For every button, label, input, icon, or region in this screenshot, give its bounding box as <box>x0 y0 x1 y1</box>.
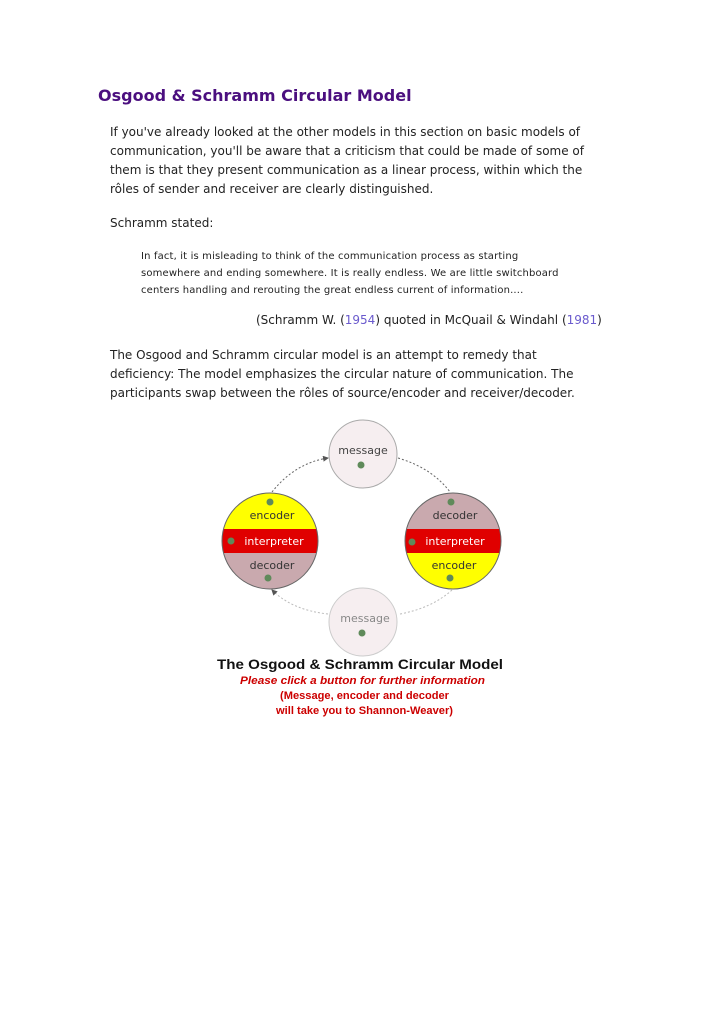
flow-arrow-left-to-top <box>272 458 328 492</box>
intro-paragraph <box>110 123 630 199</box>
quote-line: somewhere and ending somewhere. It is really endless. We are little switchboard <box>141 268 559 279</box>
model-paragraph <box>110 346 630 403</box>
intro-line: them is that they present communication as a linear process, within which the <box>110 163 583 177</box>
left-interpreter-label: interpreter <box>244 535 304 548</box>
message-bottom-dot-icon <box>359 630 366 637</box>
right-participant <box>403 492 503 593</box>
model-line: participants swap between the rôles of source/encoder and receiver/decoder. <box>110 386 575 400</box>
citation-suffix: ) <box>597 313 602 327</box>
quote-line: centers handling and rerouting the great endless current of information.... <box>141 285 524 296</box>
message-bottom-label: message <box>340 612 390 625</box>
citation-middle: ) quoted in McQuail & Windahl ( <box>375 313 567 327</box>
citation-link-1954[interactable]: 1954 <box>344 313 376 327</box>
right-encoder-label: encoder <box>431 559 477 572</box>
left-decoder-dot-icon <box>265 575 272 582</box>
intro-line: communication, you'll be aware that a criticism that could be made of some of <box>110 144 584 158</box>
schramm-stated: Schramm stated: <box>110 216 214 230</box>
left-interpreter-dot-icon <box>228 538 235 545</box>
message-top-button[interactable] <box>329 420 397 488</box>
osgood-schramm-diagram <box>200 408 520 728</box>
message-bottom-button[interactable] <box>329 588 397 656</box>
intro-line: If you've already looked at the other models in this section on basic models of <box>110 125 581 139</box>
flow-arrow-right-to-bottom <box>400 590 452 614</box>
left-decoder-label: decoder <box>249 559 295 572</box>
message-top-dot-icon <box>358 462 365 469</box>
left-encoder-dot-icon <box>267 499 274 506</box>
right-decoder-dot-icon <box>448 499 455 506</box>
citation <box>256 313 602 327</box>
diagram-caption-note-2: will take you to Shannon-Weaver) <box>274 705 454 717</box>
diagram-caption-note-1: (Message, encoder and decoder <box>280 690 450 702</box>
right-interpreter-dot-icon <box>409 539 416 546</box>
right-encoder-dot-icon <box>447 575 454 582</box>
right-decoder-label: decoder <box>432 509 478 522</box>
quote-line: In fact, it is misleading to think of the communication process as starting <box>141 251 519 262</box>
diagram-caption-title: The Osgood & Schramm Circular Model <box>217 656 503 672</box>
schramm-quote <box>141 248 559 299</box>
flow-arrow-top-to-right <box>398 458 450 492</box>
diagram-caption-instruction: Please click a button for further information <box>240 675 486 687</box>
left-participant <box>220 492 320 593</box>
flow-arrow-bottom-to-left <box>272 590 328 614</box>
message-top-label: message <box>338 444 388 457</box>
citation-link-1981[interactable]: 1981 <box>566 313 598 327</box>
citation-prefix: (Schramm W. ( <box>256 313 345 327</box>
diagram-svg <box>200 408 520 728</box>
intro-line: rôles of sender and receiver are clearly distinguished. <box>110 182 434 196</box>
left-encoder-label: encoder <box>249 509 295 522</box>
model-line: The Osgood and Schramm circular model is an attempt to remedy that <box>110 348 537 362</box>
right-interpreter-label: interpreter <box>425 535 485 548</box>
page-title: Osgood & Schramm Circular Model <box>98 86 412 105</box>
model-line: deficiency: The model emphasizes the circular nature of communication. The <box>110 367 574 381</box>
